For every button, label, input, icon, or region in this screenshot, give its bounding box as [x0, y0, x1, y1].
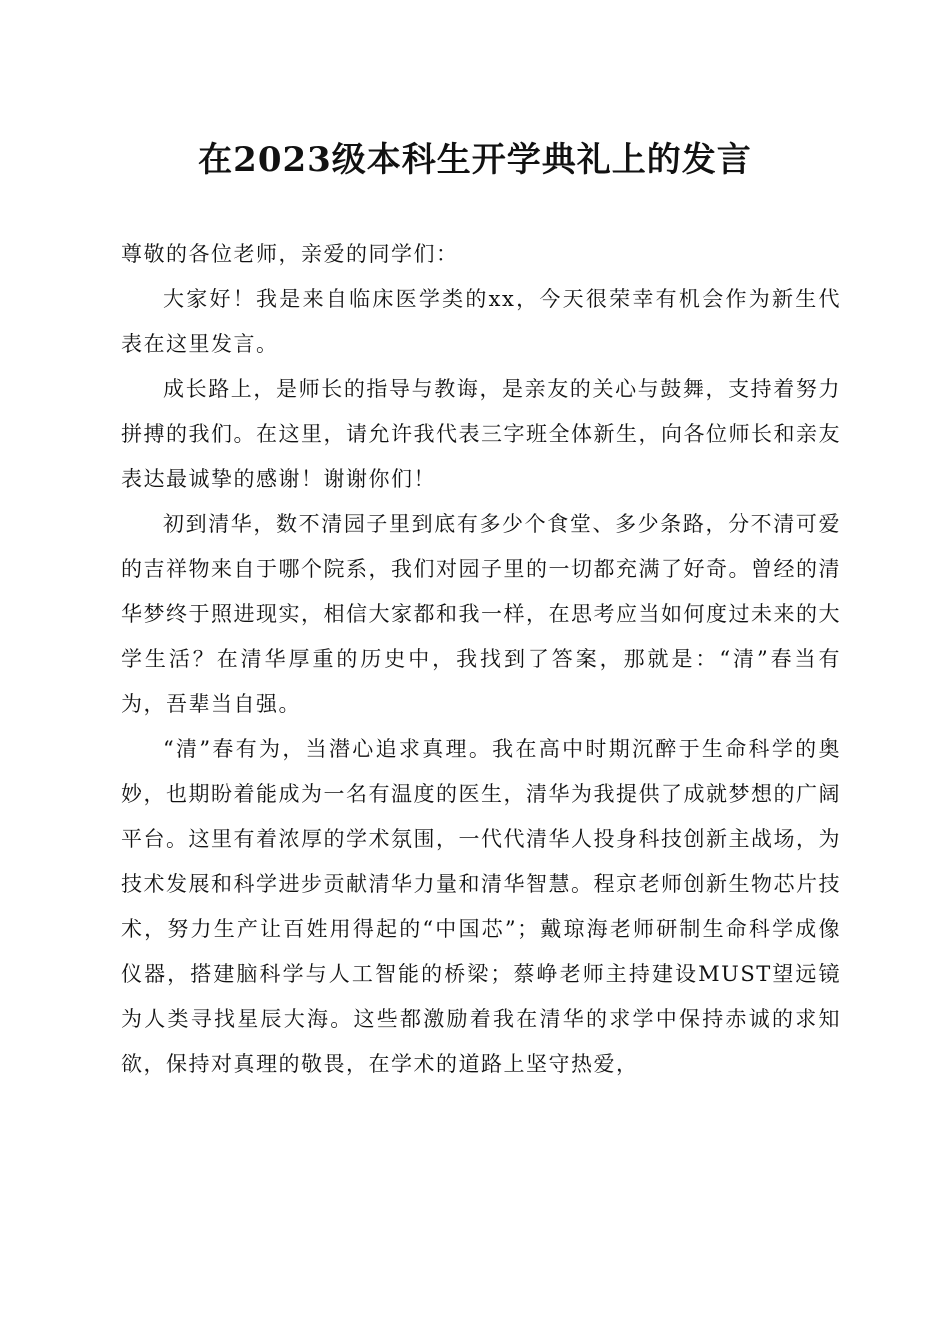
paragraph-pursue-truth: “清”春有为，当潜心追求真理。我在高中时期沉醉于生命科学的奥妙，也期盼着能成为一名有温度的医生，清华为我提供了成就梦想的广阔平台。这里有着浓厚的学术氛围，一代代清华人投身科技创新主战场，为技术发展和科学进步贡献清华力量和清华智慧。程京老师创新生物芯片技术，努力生产让百姓用得起的“中国芯”；戴琼海老师研制生命科学成像仪器，搭建脑科学与人工智能的桥梁；蔡峥老师主持建设MUST望远镜为人类寻找星辰大海。这些都激励着我在清华的求学中保持赤诚的求知欲，保持对真理的敬畏，在学术的道路上坚守热爱， — [121, 737, 841, 1076]
salutation: 尊敬的各位老师，亲爱的同学们： — [121, 242, 459, 266]
paragraph-arrival: 初到清华，数不清园子里到底有多少个食堂、多少条路，分不清可爱的吉祥物来自于哪个院系，我们对园子里的一切都充满了好奇。曾经的清华梦终于照进现实，相信大家都和我一样，在思考应当如何度过未来的大学生活？在清华厚重的历史中，我找到了答案，那就是：“清”春当有为，吾辈当自强。 — [121, 512, 841, 716]
document-title: 在2023级本科生开学典礼上的发言 — [198, 140, 752, 180]
paragraph-greeting: 大家好！我是来自临床医学类的xx，今天很荣幸有机会作为新生代表在这里发言。 — [121, 287, 841, 356]
document-body — [121, 232, 841, 1087]
paragraph-thanks: 成长路上，是师长的指导与教诲，是亲友的关心与鼓舞，支持着努力拼搏的我们。在这里，请允许我代表三字班全体新生，向各位师长和亲友表达最诚挚的感谢！谢谢你们！ — [121, 377, 841, 491]
